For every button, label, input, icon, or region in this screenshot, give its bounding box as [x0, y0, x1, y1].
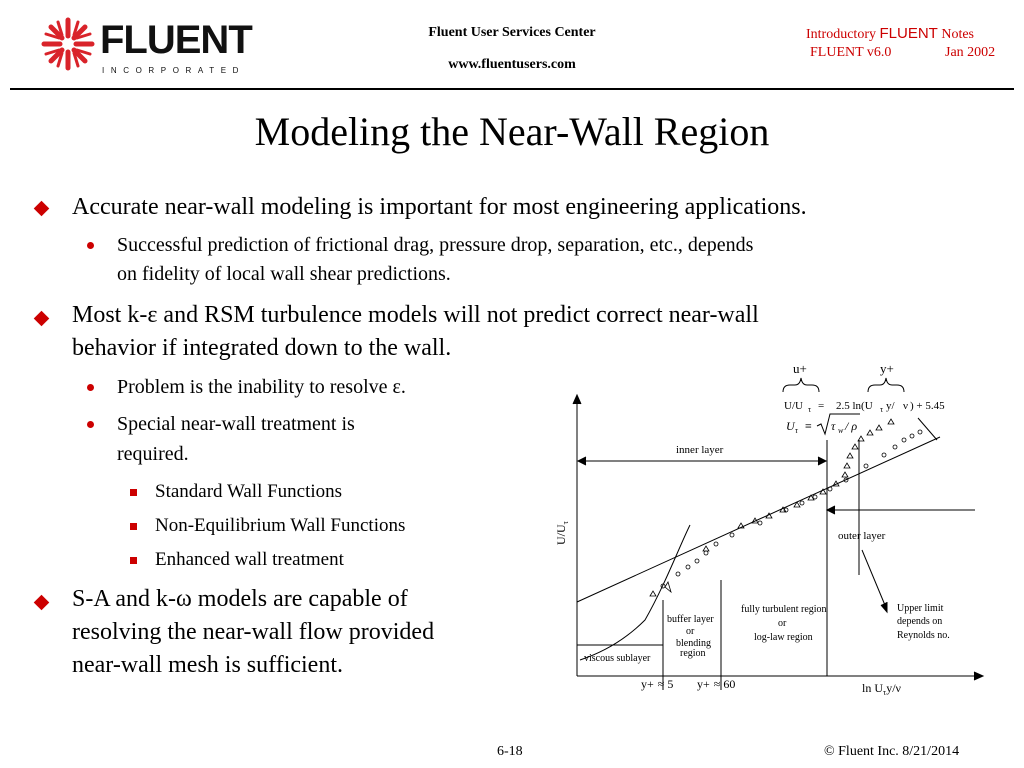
buffer-label-4: region — [680, 648, 706, 659]
page-number: 6-18 — [497, 744, 523, 759]
loglaw-nu: ν — [903, 400, 908, 412]
bullet-3-line1: S-A and k-ω models are capable of — [72, 586, 408, 612]
yplus-60-label: y+ ≈ 60 — [697, 677, 736, 691]
y-axis-label: $U/U_\tau$ — [554, 521, 570, 545]
utau-def-w: w — [838, 426, 844, 435]
fully-turbulent-label-2: or — [778, 618, 787, 629]
loglaw-equals: = — [818, 400, 825, 412]
bullet-2-sub-2-item-2: Non-Equilibrium Wall Functions — [155, 515, 406, 536]
bullet-2-sub-2-item-1: Standard Wall Functions — [155, 481, 343, 502]
bullet-3-line2: resolving the near-wall flow provided — [72, 619, 435, 645]
logo-subtitle: INCORPORATED — [102, 66, 246, 75]
loglaw-tau-sub: τ — [808, 405, 812, 414]
header-version: FLUENT v6.0 — [810, 45, 892, 60]
loglaw-end: ) + 5.45 — [910, 400, 945, 412]
bullet-square-icon — [130, 489, 137, 496]
bullet-dot-icon — [87, 384, 94, 391]
fully-turbulent-label-1: fully turbulent region — [741, 604, 827, 615]
copyright: © Fluent Inc. 8/21/2014 — [824, 744, 960, 759]
header-intro: Introductory — [806, 27, 876, 42]
utau-def-lhs: U — [786, 419, 795, 433]
utau-def-equiv: ≡ — [805, 419, 812, 433]
utau-def-tau: τ — [831, 419, 836, 433]
bullet-1-sub-1-line1: Successful prediction of frictional drag, pressure drop, separation, etc., depends — [117, 234, 754, 256]
fully-turbulent-label-3: log-law region — [754, 632, 813, 643]
bullet-diamond-icon — [34, 311, 50, 327]
buffer-label-3: blending — [676, 638, 711, 649]
bullet-1: Accurate near-wall modeling is important for most engineering applications. — [72, 194, 807, 220]
upper-limit-label-3: Reynolds no. — [897, 630, 950, 641]
loglaw-lhs: U/U — [784, 400, 803, 412]
logo — [40, 14, 252, 75]
u-plus-brace — [783, 378, 819, 392]
yplus-5-label: y+ ≈ 5 — [641, 677, 674, 691]
bullet-square-icon — [130, 557, 137, 564]
u-plus-label: u+ — [793, 361, 807, 376]
bullet-dot-icon — [87, 421, 94, 428]
upper-limit-label-2: depends on — [897, 616, 943, 627]
utau-def-rho: / ρ — [845, 419, 858, 433]
viscous-sublayer-curve — [580, 525, 690, 660]
header-divider — [10, 88, 1014, 90]
bullet-2-sub-1: Problem is the inability to resolve ε. — [117, 376, 406, 398]
bullet-square-icon — [130, 523, 137, 530]
bullet-dot-icon — [87, 242, 94, 249]
bullet-2-sub-2-line2: required. — [117, 443, 189, 465]
bullet-2-line2: behavior if integrated down to the wall. — [72, 335, 452, 361]
bullet-2-sub-2-line1: Special near-wall treatment is — [117, 413, 355, 435]
bullet-diamond-icon — [34, 595, 50, 611]
logo-wordmark: FLUENT — [100, 18, 252, 62]
header-center-line1: Fluent User Services Center — [428, 25, 596, 40]
bullet-2-sub-2-item-3: Enhanced wall treatment — [155, 549, 344, 570]
log-law-line — [577, 437, 940, 602]
header-date: Jan 2002 — [945, 45, 996, 60]
x-axis-label: $\ln U_\tau y/\nu$ — [862, 681, 901, 697]
y-axis-arrow-icon — [573, 395, 581, 404]
bullet-2-line1: Most k-ε and RSM turbulence models will not predict correct near-wall — [72, 302, 759, 328]
y-plus-label: y+ — [880, 361, 894, 376]
header-center-line2: www.fluentusers.com — [448, 57, 576, 72]
loglaw-coef: 2.5 ln(U — [836, 400, 873, 412]
viscous-sublayer-label: viscous sublayer — [584, 653, 651, 664]
law-of-the-wall-figure — [530, 352, 1000, 702]
utau-def-lhs-sub: τ — [795, 426, 798, 435]
inner-layer-label: inner layer — [676, 444, 724, 456]
upper-limit-label-1: Upper limit — [897, 603, 944, 614]
bullet-3-line3: near-wall mesh is sufficient. — [72, 652, 343, 678]
header-fluent: FLUENT — [879, 25, 938, 42]
header-notes: Notes — [941, 27, 974, 42]
buffer-label-1: buffer layer — [667, 614, 714, 625]
x-axis-arrow-icon — [974, 672, 983, 680]
y-plus-brace — [868, 378, 904, 392]
loglaw-tau-sub-2: τ — [880, 405, 884, 414]
outer-layer-label: outer layer — [838, 530, 886, 542]
page-title: Modeling the Near-Wall Region — [254, 109, 770, 154]
buffer-label-2: or — [686, 626, 695, 637]
loglaw-mid: y/ — [886, 400, 895, 412]
bullet-1-sub-1-line2: on fidelity of local wall shear predictions. — [117, 263, 451, 285]
bullet-diamond-icon — [34, 201, 50, 217]
header-right-line1 — [806, 25, 974, 43]
fluent-starburst-icon — [40, 16, 96, 72]
